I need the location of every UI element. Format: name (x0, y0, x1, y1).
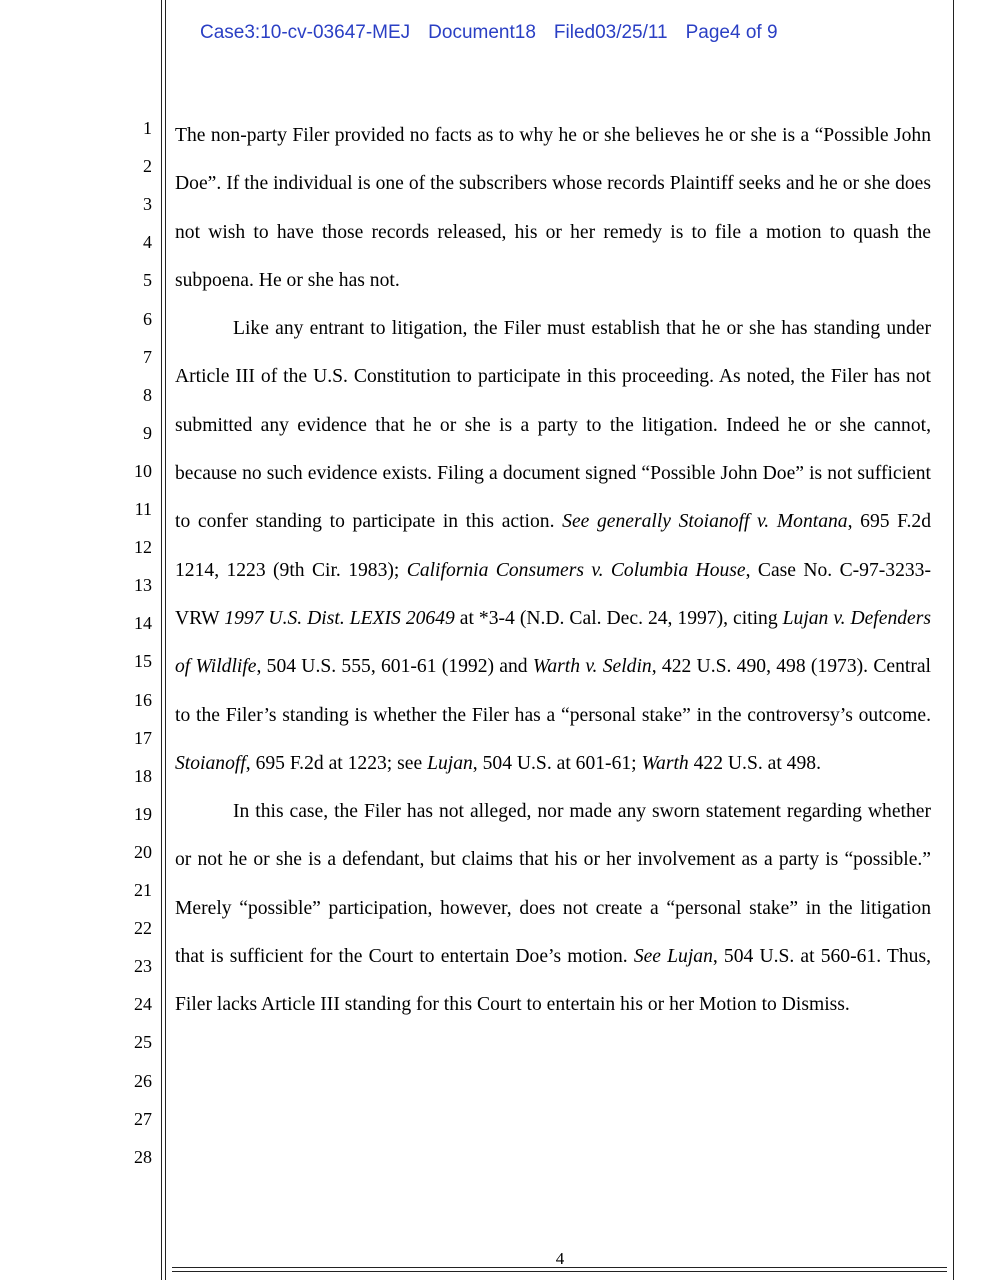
paragraph (175, 112, 931, 305)
line-number: 5 (143, 270, 152, 291)
paragraph (175, 305, 931, 788)
line-number: 13 (134, 575, 152, 596)
text-run: , 504 U.S. at 560-61. Thus, Filer lacks Article III standing for this Court to entertain his or her Motion to Dismiss. (175, 946, 931, 1016)
citation-italic: See Lujan (633, 946, 713, 968)
line-number: 9 (143, 422, 152, 443)
text-run: The non-party Filer provided no facts as to why he or she believes he or she is a “Possible John Doe”. If the individual is one of the subscribers whose records Plaintiff seeks and he or she does not wish to have those records released, his or her remedy is to file a motion to quash the subpoena. He or she has not. (175, 125, 931, 291)
right-margin-rule (953, 0, 954, 1280)
text-run: , 504 U.S. 555, 601-61 (1992) and (256, 656, 533, 678)
line-number: 28 (134, 1146, 152, 1167)
line-number: 6 (143, 308, 152, 329)
citation-italic: Warth v. Seldin (532, 656, 652, 678)
text-run: , 695 F.2d at 1223; see (245, 752, 428, 774)
line-number: 7 (143, 346, 152, 367)
line-number: 17 (134, 727, 152, 748)
left-margin-rule-inner (165, 0, 166, 1280)
line-number: 21 (134, 880, 152, 900)
text-run: , 504 U.S. at 601-61; (472, 752, 642, 774)
document-body (175, 112, 931, 1030)
line-number: 2 (143, 156, 152, 177)
footer-rule-bottom (172, 1271, 947, 1272)
page-number: 4 (555, 1249, 565, 1268)
left-margin-rule-outer (161, 0, 162, 1280)
line-number: 25 (134, 1032, 152, 1053)
court-header (200, 22, 796, 44)
citation-italic: Lujan (427, 752, 473, 774)
text-run: , Case No. C-97-3233-VRW (175, 559, 932, 629)
text-run: at *3-4 (N.D. Cal. Dec. 24, 1997), citing (454, 607, 783, 629)
filed-date: Filed03/25/11 (553, 22, 668, 43)
text-run: , 422 U.S. 490, 498 (1973). Central to the Filer’s standing is whether the Filer has a “personal stake” in the controversy’s outcome. (175, 656, 931, 726)
line-number: 4 (143, 232, 152, 253)
text-run: , 695 F.2d 1214, 1223 (9th Cir. 1983); (175, 511, 932, 581)
line-number: 23 (134, 956, 152, 977)
line-number: 10 (134, 460, 152, 481)
line-number: 3 (143, 194, 152, 215)
line-number: 26 (134, 1070, 152, 1091)
line-number: 8 (143, 384, 152, 405)
case-number: Case3:10-cv-03647-MEJ (200, 22, 411, 43)
footer-rule-top (172, 1267, 947, 1268)
line-number: 19 (134, 803, 152, 824)
paragraph (175, 788, 931, 1029)
document-number: Document18 (428, 22, 536, 43)
citation-italic: Warth (641, 752, 689, 774)
line-number: 27 (134, 1108, 152, 1129)
line-number: 11 (134, 499, 152, 519)
line-number: 14 (134, 613, 152, 634)
line-number: 18 (134, 765, 152, 786)
line-number: 12 (134, 537, 152, 558)
line-number: 22 (134, 918, 152, 939)
citation-italic: See generally Stoianoff v. Montana (562, 511, 848, 533)
text-run: Like any entrant to litigation, the Filer must establish that he or she has standing under Article III of the U.S. Constitution to participate in this proceeding. As noted, the Filer has not submitted any evidence that he or she is a party to the litigation. Indeed he or she cannot, because no such evidence exists. Filing a document signed “Possible John Doe” is not sufficient to confer standing to participate in this action. (175, 318, 931, 533)
line-number: 16 (134, 689, 152, 710)
citation-italic: Stoianoff (175, 752, 246, 774)
page-indicator: Page4 of 9 (685, 22, 778, 43)
citation-italic: Lujan v. Defenders of Wildlife (175, 607, 931, 678)
text-run: 422 U.S. at 498. (688, 752, 821, 774)
line-number: 15 (134, 651, 152, 672)
line-number: 20 (134, 841, 152, 862)
text-run: In this case, the Filer has not alleged, nor made any sworn statement regarding whether or not he or she is a defendant, but claims that his or her involvement as a party is “possible.” Merely “possible” participation, however, does not create a “personal stake” in the litigation that is sufficient for the Court to entertain Doe’s motion. (175, 801, 931, 968)
citation-italic: 1997 U.S. Dist. LEXIS 20649 (224, 607, 455, 629)
citation-italic: California Consumers v. Columbia House (406, 559, 746, 581)
line-number: 1 (143, 118, 152, 138)
line-number: 24 (134, 994, 152, 1015)
